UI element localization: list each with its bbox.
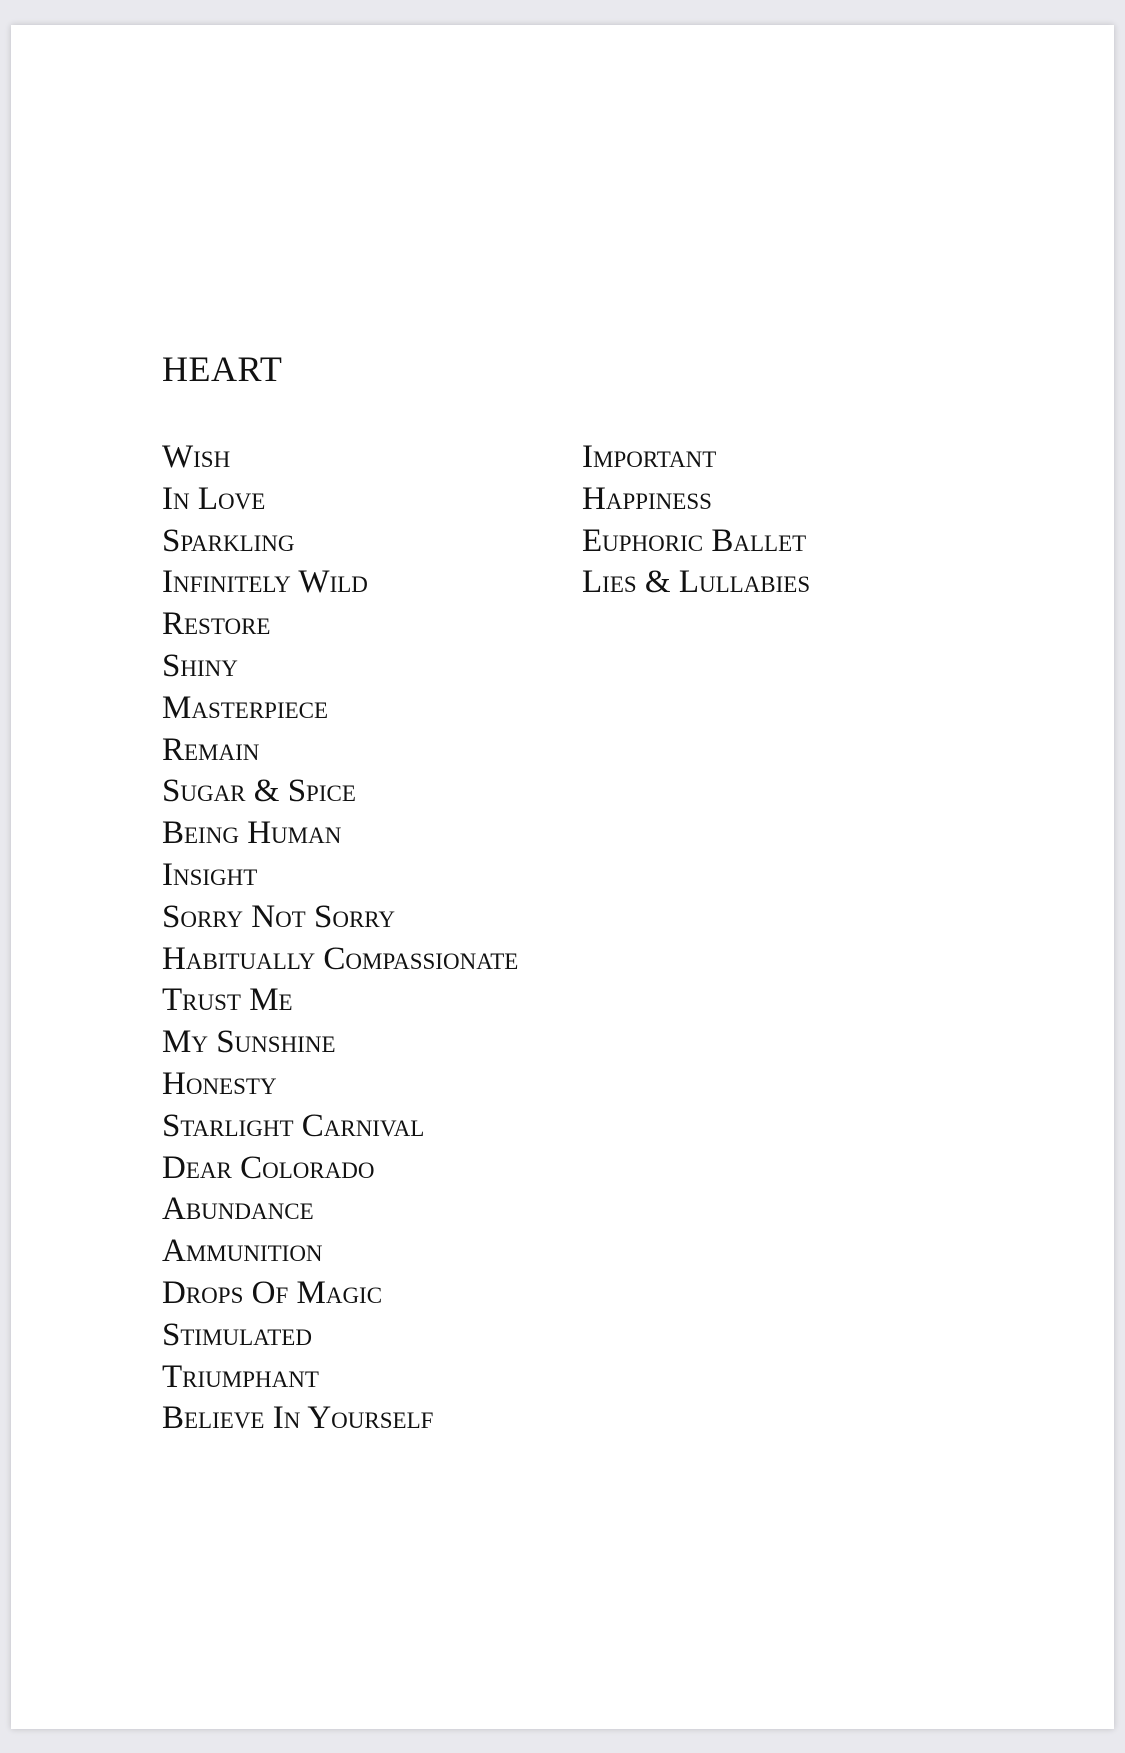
list-item: Restore [162, 606, 271, 643]
list-item: Happiness [582, 480, 712, 517]
list-item: Lies & Lullabies [582, 564, 811, 601]
document-page [11, 25, 1114, 1729]
section-heading: HEART [162, 349, 283, 389]
list-item: Sorry Not Sorry [162, 898, 395, 935]
list-item: Shiny [162, 647, 238, 684]
list-item: Habitually Compassionate [162, 940, 519, 977]
list-item: My Sunshine [162, 1024, 336, 1061]
list-item: Stimulated [162, 1316, 312, 1353]
title-list-right [582, 437, 810, 604]
list-item: Important [582, 439, 717, 475]
list-item: Infinitely Wild [162, 564, 368, 601]
list-item: In Love [162, 480, 266, 517]
list-item: Sugar & Spice [162, 773, 356, 810]
list-item: Abundance [162, 1191, 314, 1228]
list-item: Euphoric Ballet [582, 522, 807, 559]
list-item: Trust Me [162, 982, 293, 1019]
list-item: Triumphant [162, 1358, 319, 1395]
list-item: Ammunition [162, 1233, 323, 1270]
list-item: Remain [162, 731, 260, 768]
list-item: Starlight Carnival [162, 1107, 425, 1144]
list-item: Dear Colorado [162, 1149, 375, 1186]
list-item: Masterpiece [162, 689, 329, 726]
list-item: Sparkling [162, 522, 295, 559]
list-item: Insight [162, 856, 258, 893]
list-item: Wish [162, 439, 231, 475]
list-item: Believe In Yourself [162, 1400, 434, 1437]
list-item: Being Human [162, 815, 342, 852]
list-item: Drops Of Magic [162, 1274, 383, 1311]
list-item: Honesty [162, 1065, 277, 1102]
title-list-left [162, 437, 518, 1440]
